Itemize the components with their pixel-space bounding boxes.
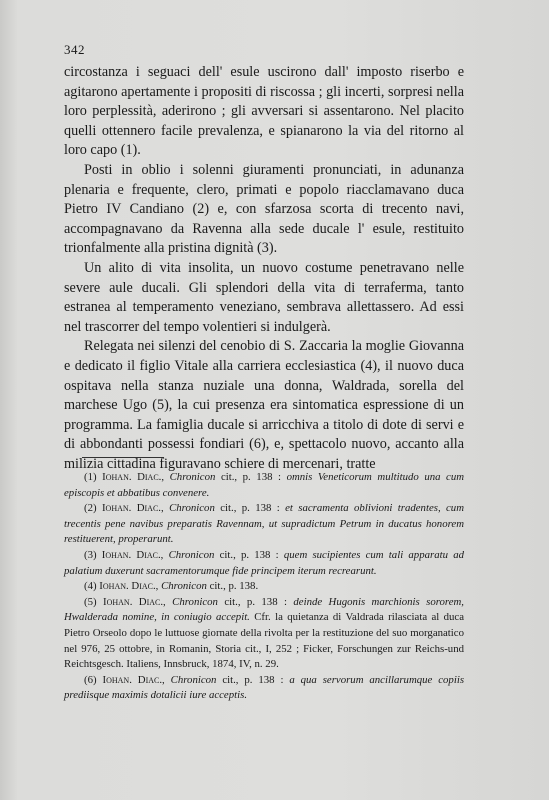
footnote xyxy=(64,501,464,548)
footnote-number: (1) xyxy=(84,471,97,483)
footnote xyxy=(64,595,464,673)
footnote-quote: deinde Hugonis marchionis sororem, Hwalderada nomine, in coniugio accepit. xyxy=(64,595,465,624)
footnote-work: Chronicon xyxy=(170,673,217,686)
footnote-ref: cit., p. 138 : xyxy=(215,471,287,483)
footnote-ref: cit., p. 138. xyxy=(206,580,259,593)
footnote-quote: omnis Veneticorum multitudo una cum episcopis et abbatibus convenere. xyxy=(64,471,465,499)
footnote-author: Iohan. Diac., xyxy=(102,471,165,483)
paragraph: Relegata nei silenzi del cenobio di S. Zaccaria la moglie Giovanna e dedicato il figlio Vitale alla carriera ecclesiastica (4), il nuovo duca ospitava nella stanza nuziale una donna, Waldrada, sorella del marchese Ugo (5), la cui presenza era sintomatica espressione di un programma. La famiglia ducale si arricchiva a titolo di dote di servi e di abbondanti possessi fondiari (6), e, spettacolo nuovo, accanto alla milizia cittadina figuravano schiere di mercenari, tratte xyxy=(64,338,464,472)
footnote-ref: cit., p. 138 : xyxy=(214,548,284,561)
footnote-divider xyxy=(82,457,164,458)
footnote-ref: cit., p. 138 : xyxy=(214,502,286,515)
footnote-author: Iohan. Diac., xyxy=(102,595,166,608)
footnote-number: (4) xyxy=(84,580,97,593)
main-text xyxy=(64,63,464,474)
paragraph: Posti in oblio i solenni giuramenti pronunciati, in adunanza plenaria e frequente, clero, primati e popolo riacclamavano duca Pietro IV Candiano (2) e, con sfarzosa scorta di trecento navi, accompagnavano da Ravenna alla sede ducale l' esule, restituito trionfalmente alla pristina dignità (3). xyxy=(64,161,464,257)
footnote-quote: quem sucipientes cum tali apparatu ad palatium duxerunt sacramentorumque fide principem iterum recrearunt. xyxy=(64,548,464,577)
paragraph: circostanza i seguaci dell' esule uscirono dall' imposto riserbo e agitarono apertamente i propositi di riscossa ; gli incerti, sorpresi nella loro perplessità, aderirono ; gli avversari si assentarono. Nel placito quelli ottennero facile prevalenza, e spianarono la via del ritorno al loro capo (1). xyxy=(64,64,464,159)
footnote-ref: cit., p. 138 : xyxy=(217,595,294,608)
footnote-author: Iohan. Diac., xyxy=(101,548,164,561)
footnote xyxy=(64,470,464,501)
footnote-work: Chronicon xyxy=(168,548,215,561)
footnote-number: (6) xyxy=(84,673,97,686)
footnote-work: Chronicon xyxy=(172,595,218,608)
footnote-number: (5) xyxy=(84,595,97,608)
footnote-quote: et sacramenta oblivioni tradentes, cum trecentis pene navibus preparatis Ravennam, ut supradictum Petrum in ducatus honorem restituerent, properarunt. xyxy=(64,502,464,546)
footnote-number: (2) xyxy=(84,502,97,515)
footnote xyxy=(64,548,464,579)
footnote-ref: cit., p. 138 : xyxy=(216,673,290,686)
footnote xyxy=(64,579,464,595)
footnote-author: Iohan. Diac., xyxy=(99,580,159,593)
footnote-work: Chronicon xyxy=(161,580,207,593)
footnote-quote: a qua servorum ancillarumque copiis prediisque maximis dotalicii iure acceptis. xyxy=(64,673,465,702)
footnote-number: (3) xyxy=(84,548,97,561)
footnote-work: Chronicon xyxy=(169,502,215,515)
footnotes xyxy=(64,470,464,704)
footnote-author: Iohan. Diac., xyxy=(102,673,165,686)
footnote xyxy=(64,673,464,704)
footnote-work: Chronicon xyxy=(169,471,216,483)
page-number: 342 xyxy=(64,42,85,57)
paragraph: Un alito di vita insolita, un nuovo costume penetravano nelle severe aule ducali. Gli splendori della vita di terraferma, tanto estranea al temperamento veneziano, sembrava allettassero. Ad essi nel trascorrer del tempo volentieri si indulgerà. xyxy=(64,259,464,335)
footnote-tail: Cfr. la quietanza di Valdrada rilasciata al duca Pietro Orseolo dopo le luttuose giornate della rivolta per la restituzione del suo morganatico nel 976, 25 ottobre, in Romanin, Storia cit., I, 252 ; Ficker, Forschungen zur Reichs-und Reichtsgesch. Italiens, Innsbruck, 1874, IV, n. 29. xyxy=(64,611,464,671)
footnote-author: Iohan. Diac., xyxy=(101,502,164,515)
